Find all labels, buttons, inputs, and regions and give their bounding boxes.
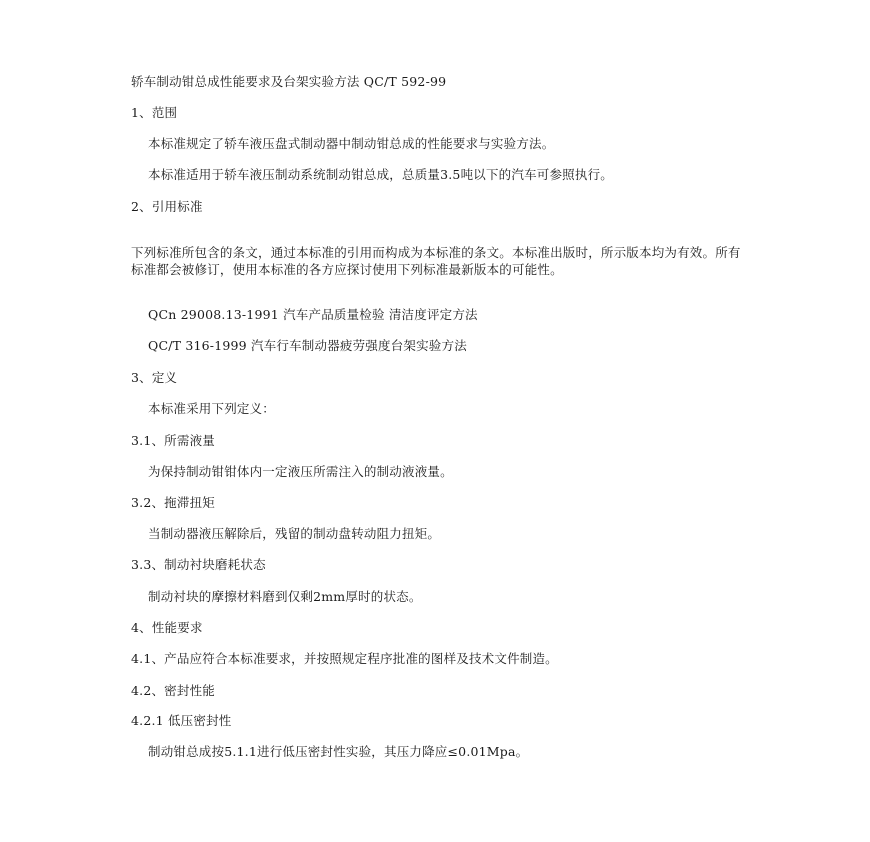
paragraph-3-3: 制动衬块的摩擦材料磨到仅剩2mm厚时的状态。 xyxy=(148,589,422,604)
subsection-heading-4-2-1: 4.2.1 低压密封性 xyxy=(131,713,232,728)
subsection-heading-3-1: 3.1、所需液量 xyxy=(131,433,215,448)
section-heading-definitions: 3、定义 xyxy=(131,370,178,385)
paragraph-4-2-1: 制动钳总成按5.1.1进行低压密封性实验，其压力降应≤0.01Mpa。 xyxy=(148,744,529,759)
document-title: 轿车制动钳总成性能要求及台架实验方法 QC/T 592-99 xyxy=(131,74,447,89)
subsection-heading-3-2: 3.2、拖滞扭矩 xyxy=(131,495,215,510)
subsection-heading-3-3: 3.3、制动衬块磨耗状态 xyxy=(131,557,266,572)
section-heading-scope: 1、范围 xyxy=(131,105,178,120)
reference-item-1: QCn 29008.13-1991 汽车产品质量检验 清洁度评定方法 xyxy=(148,307,478,322)
reference-item-2: QC/T 316-1999 汽车行车制动器疲劳强度台架实验方法 xyxy=(148,338,467,353)
paragraph-scope-1: 本标准规定了轿车液压盘式制动器中制动钳总成的性能要求与实验方法。 xyxy=(148,136,555,151)
paragraph-3-2: 当制动器液压解除后，残留的制动盘转动阻力扭矩。 xyxy=(148,526,441,541)
paragraph-3-1: 为保持制动钳钳体内一定液压所需注入的制动液液量。 xyxy=(148,464,453,479)
paragraph-references: 下列标准所包含的条文，通过本标准的引用而构成为本标准的条文。本标准出版时，所示版本均为有效。所有标准都会被修订，使用本标准的各方应探讨使用下列标准最新版本的可能性。 xyxy=(131,245,741,277)
section-heading-references: 2、引用标准 xyxy=(131,199,203,214)
section-heading-performance: 4、性能要求 xyxy=(131,620,203,635)
paragraph-definitions: 本标准采用下列定义： xyxy=(148,401,276,416)
subsection-heading-4-2: 4.2、密封性能 xyxy=(131,683,215,698)
subsection-heading-4-1: 4.1、产品应符合本标准要求，并按照规定程序批准的图样及技术文件制造。 xyxy=(131,651,558,666)
paragraph-scope-2: 本标准适用于轿车液压制动系统制动钳总成，总质量3.5吨以下的汽车可参照执行。 xyxy=(148,167,613,182)
